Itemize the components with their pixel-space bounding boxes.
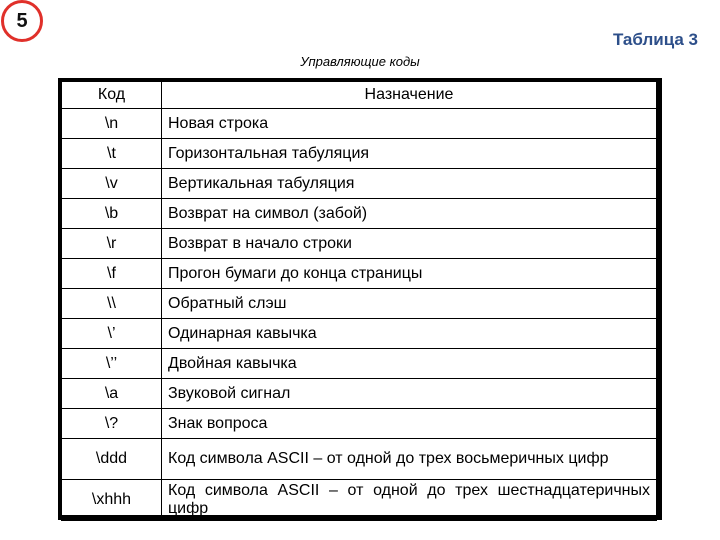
table-row [62, 439, 657, 480]
header-purpose: Назначение [162, 82, 657, 109]
table-row [62, 259, 657, 289]
purpose-cell: Код символа ASCII – от одной до трех шестнадцатеричных цифр [162, 480, 657, 521]
slide-number-badge: 5 [1, 0, 43, 42]
table-row [62, 289, 657, 319]
table-row [62, 199, 657, 229]
purpose-cell: Знак вопроса [162, 409, 657, 439]
purpose-cell: Код символа ASCII – от одной до трех восьмеричных цифр [162, 439, 657, 480]
code-cell: \v [62, 169, 162, 199]
code-cell: \xhhh [62, 480, 162, 521]
purpose-cell: Одинарная кавычка [162, 319, 657, 349]
code-cell: \a [62, 379, 162, 409]
purpose-cell: Обратный слэш [162, 289, 657, 319]
purpose-cell: Возврат в начало строки [162, 229, 657, 259]
purpose-cell: Звуковой сигнал [162, 379, 657, 409]
table-caption: Управляющие коды [300, 54, 420, 69]
code-cell: \t [62, 139, 162, 169]
table-row [62, 229, 657, 259]
table-header-row [62, 82, 657, 109]
purpose-cell: Вертикальная табуляция [162, 169, 657, 199]
header-code: Код [62, 82, 162, 109]
code-cell: \r [62, 229, 162, 259]
code-cell: \? [62, 409, 162, 439]
purpose-cell: Новая строка [162, 109, 657, 139]
table-row [62, 139, 657, 169]
table-row [62, 319, 657, 349]
code-cell: \ddd [62, 439, 162, 480]
code-cell: \f [62, 259, 162, 289]
code-cell: \’’ [62, 349, 162, 379]
purpose-cell: Двойная кавычка [162, 349, 657, 379]
table-row [62, 349, 657, 379]
table-row [62, 409, 657, 439]
code-cell: \n [62, 109, 162, 139]
purpose-cell: Прогон бумаги до конца страницы [162, 259, 657, 289]
table-label: Таблица 3 [612, 30, 698, 49]
table-row [62, 480, 657, 521]
escape-codes-table [58, 78, 662, 520]
code-cell: \\ [62, 289, 162, 319]
purpose-cell: Возврат на символ (забой) [162, 199, 657, 229]
table-row [62, 169, 657, 199]
code-cell: \b [62, 199, 162, 229]
table-row [62, 379, 657, 409]
table-row [62, 109, 657, 139]
purpose-cell: Горизонтальная табуляция [162, 139, 657, 169]
code-cell: \’ [62, 319, 162, 349]
